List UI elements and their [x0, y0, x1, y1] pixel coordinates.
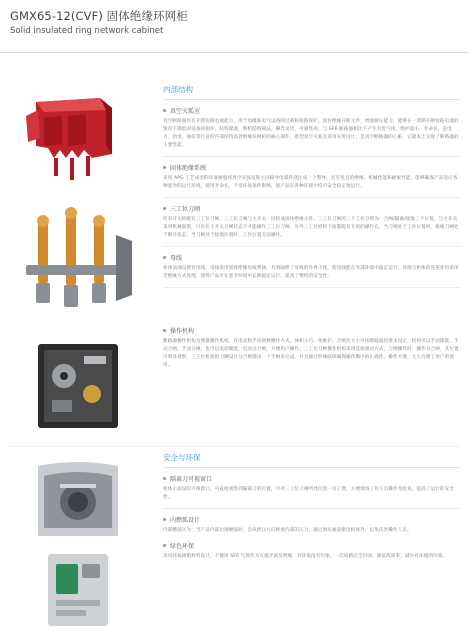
item-text: 所有开关柜配有三工位刀闸，三工位刀闸与主开关一同构成固体绝缘元件。三工位刀闸的三个工位分别为：合闸/隔离/接地三个位置，与主开关采用机械联锁，只有在主开关分闸状态下才能操作三工位刀闸，另外三工位机构下面都配有专用的操作孔，当刀闸处于工作位置时，接地刀闸处于断开状态；当刀闸处于接地位置时，工作位置无法操作。: [163, 217, 459, 238]
divider: [163, 156, 460, 157]
section-underline: [163, 467, 460, 468]
item-text: 采用环氧树脂材料设计，不使用 SF6 气体作为灭弧介质及绝缘，对环境没有污染，一次回路完全封闭，降低故障率，减少对环境的污染。: [163, 554, 448, 559]
page-title: GMX65-12(CVF) 固体绝缘环网柜: [10, 9, 188, 23]
section-underline: [163, 99, 460, 100]
list-item: [163, 253, 460, 281]
bullet-icon: [163, 207, 166, 210]
item-title: 固体绝缘系统: [170, 165, 207, 172]
page-subtitle: Solid insulated ring network cabinet: [10, 26, 164, 36]
item-title: 隔离刀可视窗口: [170, 476, 213, 483]
item-text: 柜体顶部设置有母线，母线采用固体绝缘母线系统，有效隔绝了母线的外界干扰，使母线能在外部环境中稳定运行，母线与柜体的连接处均采用全绝缘方式处理，使得产品可在恶劣环境中长期稳定运行，提高了整机的安全性。: [163, 266, 459, 279]
list-item: [163, 204, 460, 240]
bullet-icon: [163, 329, 166, 332]
list-item: [163, 541, 460, 561]
item-title: 三工位刀闸: [170, 206, 201, 213]
list-item: [163, 163, 460, 191]
item-text: 真空断路器具有开断短路电流能力，用于电缆和电气设备的过载和短路保护。固封绝缘开断元件，增强耐压能力，能够在一周期开断短路电流的情况下降低对设备的损坏，结构紧凑，整机结构简洁，操作灵活，可靠性高；与 SF6 断路器相比不产生有害气体，维护量小，寿命长，是电力、冶金、通信等行业的内部结构高效绝缘环网柜的核心部件，新型真空灭弧室采用先进设计，是真空断路器的心脏，它最本上实现了断路器的主要性能。: [163, 119, 459, 148]
internal-structure-heading: 内部结构: [163, 85, 193, 94]
item-title: 母线: [170, 255, 183, 262]
list-item: [163, 515, 460, 535]
safety-section: [163, 452, 460, 567]
item-text: 内部燃弧区为：当产品内部出现燃弧时，会从泄压方向释放内部的压力，通过泄压通道排出柜体外，以免伤害操作人员。: [163, 528, 412, 533]
divider: [163, 246, 460, 247]
list-item: [163, 474, 460, 502]
busbar-assembly-image: [8, 205, 148, 325]
item-title: 内燃弧设计: [170, 517, 201, 524]
page-header: [10, 8, 188, 36]
item-text: 柜体正面设有可视窗口，可直接观察到隔离刀的位置，可对三工位刀闸所处位置一目了然，方便现场工作人员操作及检查，提高了运行的安全性。: [163, 487, 455, 500]
operating-mechanism-image: [8, 338, 148, 433]
item-title: 操作机构: [170, 328, 195, 335]
divider: [163, 508, 460, 509]
list-item: [163, 326, 460, 370]
safety-heading: 安全与环保: [163, 453, 201, 462]
cabinet-panel-image: [8, 550, 148, 628]
bullet-icon: [163, 109, 166, 112]
item-text: 断路器操作机构为弹簧操作机构，有电动和手动两种操作方式，体积小巧，免维护，合闸功大小可按断路器的要求设定，机构可以手动储能，手动合闸，手动分闸；也可以电动储能，电动分合闸，方便用户操作。三工位刀闸操作机构采用直接驱动方式，刀闸操作时，操作分合闸，其位置可明显观察，三工位机构的刀闸设计分合闸都由一个手柄来完成，并且通过机械联锁确保操作顺序的正确性，操作方便，大大方便了用户的使用。: [163, 339, 459, 368]
header-rule: [0, 52, 468, 53]
vacuum-interrupter-image: [8, 88, 148, 188]
bullet-icon: [163, 256, 166, 259]
bullet-icon: [163, 544, 166, 547]
item-title: 绿色环保: [170, 543, 195, 550]
internal-structure-section: [163, 84, 460, 376]
divider: [163, 287, 460, 288]
section-rule: [8, 446, 460, 447]
list-item: [163, 106, 460, 150]
viewing-window-image: [8, 456, 148, 541]
bullet-icon: [163, 477, 166, 480]
item-text: 采用 APG 工艺成型的环氧树脂将真空灭弧室和主回路导电部件浇注成一个整体，具有优良的绝缘、机械性能和耐候性能，能够确保产品适应各种恶劣的运行环境，使用寿命长，不受环境条件影响，使产品在各种环境中均可安全稳定地运行。: [163, 176, 458, 189]
bullet-icon: [163, 166, 166, 169]
item-title: 真空灭弧室: [170, 108, 201, 115]
divider: [163, 197, 460, 198]
bullet-icon: [163, 518, 166, 521]
